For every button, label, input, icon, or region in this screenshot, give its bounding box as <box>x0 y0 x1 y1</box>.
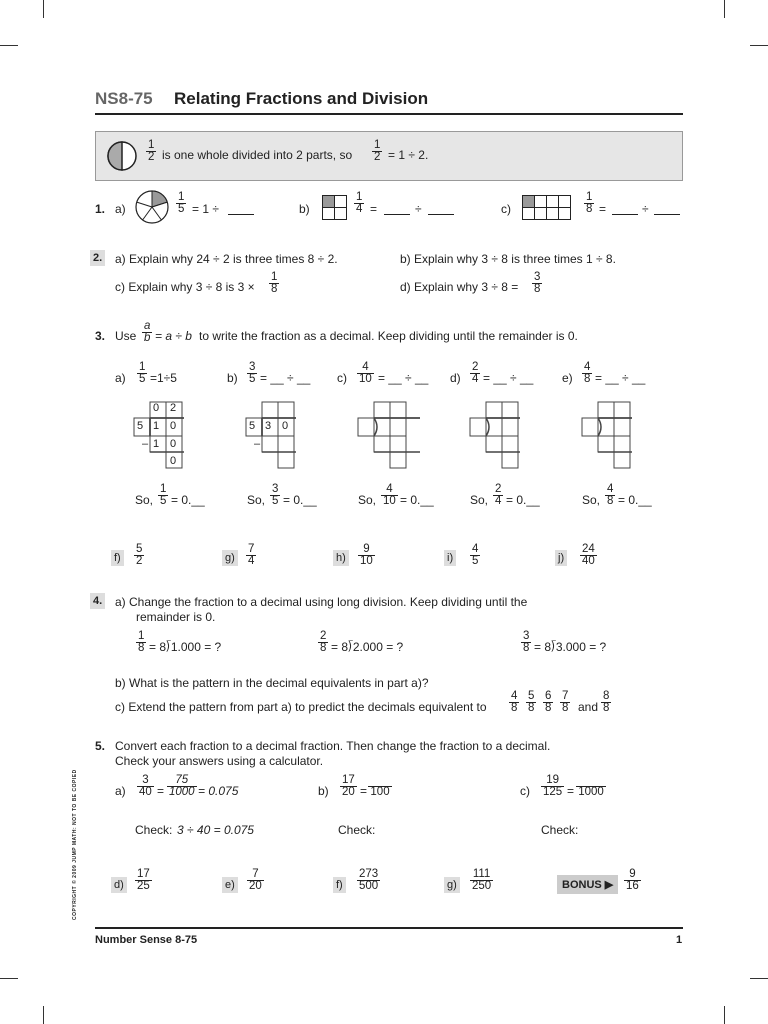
q5a-label: a) <box>115 784 126 798</box>
ld-a-remainder: 0 <box>170 455 177 467</box>
q1b-grid <box>322 195 347 220</box>
long-division-e[interactable] <box>580 398 644 472</box>
q5-number: 5. <box>95 739 106 753</box>
q3a-so-frac: $\frac{1}{5}$ <box>160 483 167 507</box>
q3c-rhs[interactable]: = __ ÷ __ <box>378 371 429 385</box>
q4b-text: b) What is the pattern in the decimal equivalents in part a)? <box>115 676 429 690</box>
q5b-frac: $\frac{17}{20}$ <box>342 774 355 798</box>
q3g-fraction: $\frac{7}{4}$ <box>248 543 255 567</box>
q5g-label: g) <box>444 877 460 893</box>
q5a-check-value: 3 ÷ 40 = 0.075 <box>177 823 254 837</box>
q4-eq2: = 8⟌2.000 = ? <box>331 640 404 654</box>
bonus-label: BONUS ▶ <box>557 875 618 894</box>
q3h-label: h) <box>333 550 349 566</box>
q5a-check: Check: <box>135 823 173 837</box>
ld-a-q2: 2 <box>170 402 177 414</box>
header-rule <box>95 113 683 115</box>
lesson-code: NS8-75 <box>95 89 153 108</box>
q4c-frac-5: $\frac{8}{8}$ <box>603 690 610 714</box>
q4-eq3-frac: $\frac{3}{8}$ <box>523 630 530 654</box>
intro-text-2: = 1 ÷ 2. <box>388 148 429 162</box>
q3d-label: d) <box>450 371 461 385</box>
q5a-result: = 0.075 <box>198 784 239 798</box>
ld-b-d1: 3 <box>265 420 272 432</box>
q3d-so-rhs[interactable]: = 0.__ <box>506 493 540 507</box>
q4c-frac-1: $\frac{4}{8}$ <box>511 690 518 714</box>
q1b-eq: = <box>370 202 378 216</box>
q3e-fraction: $\frac{4}{8}$ <box>584 361 591 385</box>
q2c-text: c) Explain why 3 ÷ 8 is 3 × <box>115 280 255 294</box>
q5-line2: Check your answers using a calculator. <box>115 754 324 768</box>
q2d-fraction: $\frac{3}{8}$ <box>534 271 541 295</box>
ld-b-minus: – <box>254 438 261 450</box>
q5c-check: Check: <box>541 823 579 837</box>
q4a-line1: a) Change the fraction to a decimal using long division. Keep dividing until the <box>115 595 528 609</box>
crop-mark <box>0 978 18 979</box>
q5f-frac: $\frac{273}{500}$ <box>359 868 379 892</box>
intro-text-1: is one whole divided into 2 parts, so <box>162 148 353 162</box>
q5e-label: e) <box>222 877 238 893</box>
q3-rule: = a ÷ b <box>155 329 192 343</box>
q5a-frac: $\frac{3}{40}$ <box>139 774 152 798</box>
q1c-eq: = <box>599 202 607 216</box>
page-number: 1 <box>676 934 683 946</box>
q3g-label: g) <box>222 550 238 566</box>
q1-number: 1. <box>95 202 106 216</box>
q5c-frac2[interactable]: 1000 <box>578 786 604 798</box>
bonus-frac: $\frac{9}{16}$ <box>626 868 639 892</box>
q2c-fraction: $\frac{1}{8}$ <box>271 271 278 295</box>
q1b-blank-1[interactable] <box>384 214 410 215</box>
intro-fraction: $\frac{1}{2}$ <box>148 139 155 163</box>
q2d-text: d) Explain why 3 ÷ 8 = <box>400 280 519 294</box>
q3e-so: So, <box>582 493 601 507</box>
q4-eq1-frac: $\frac{1}{8}$ <box>138 630 145 654</box>
q3d-rhs[interactable]: = __ ÷ __ <box>483 371 534 385</box>
q3b-label: b) <box>227 371 238 385</box>
q3-number: 3. <box>95 329 106 343</box>
q3f-label: f) <box>111 550 124 566</box>
footer-left: Number Sense 8-75 <box>95 934 198 946</box>
crop-mark <box>43 0 44 18</box>
q1a-label: a) <box>115 202 126 216</box>
long-division-b <box>244 398 308 472</box>
q5g-frac: $\frac{111}{250}$ <box>472 868 492 892</box>
copyright-text: COPYRIGHT © 2009 JUMP MATH: NOT TO BE COPIED <box>72 769 78 920</box>
ld-a-divisor: 5 <box>137 420 144 432</box>
q1b-div: ÷ <box>415 202 422 216</box>
q3a-so-rhs[interactable]: = 0.__ <box>171 493 205 507</box>
q5b-frac2[interactable]: 100 <box>370 786 390 798</box>
q5b-eq: = <box>360 784 368 798</box>
q3c-label: c) <box>337 371 347 385</box>
q1c-fraction: $\frac{1}{8}$ <box>586 191 593 215</box>
q4c-frac-3: $\frac{6}{8}$ <box>545 690 552 714</box>
q3a-rhs: =1÷5 <box>150 371 177 385</box>
q3e-so-frac: $\frac{4}{8}$ <box>607 483 614 507</box>
long-division-a <box>132 398 196 472</box>
q3c-so-frac: $\frac{4}{10}$ <box>383 483 396 507</box>
q3b-rhs[interactable]: = __ ÷ __ <box>260 371 311 385</box>
q3-use: Use <box>115 329 137 343</box>
q2a-text: a) Explain why 24 ÷ 2 is three times 8 ÷ 2. <box>115 252 338 266</box>
q3j-label: j) <box>555 550 567 566</box>
q5a-frac2: $\frac{75}{1000}$ <box>169 774 195 798</box>
q3d-so-frac: $\frac{2}{4}$ <box>495 483 502 507</box>
q1a-blank[interactable] <box>228 214 254 215</box>
q5b-check: Check: <box>338 823 376 837</box>
q4c-frac-4: $\frac{7}{8}$ <box>562 690 569 714</box>
q3b-so-rhs[interactable]: = 0.__ <box>283 493 317 507</box>
q3i-fraction: $\frac{4}{5}$ <box>472 543 479 567</box>
q3c-fraction: $\frac{4}{10}$ <box>359 361 372 385</box>
ld-b-d2: 0 <box>282 420 289 432</box>
q3e-so-rhs[interactable]: = 0.__ <box>618 493 652 507</box>
q4c-frac-2: $\frac{5}{8}$ <box>528 690 535 714</box>
q3d-fraction: $\frac{2}{4}$ <box>472 361 479 385</box>
q5b-label: b) <box>318 784 329 798</box>
ld-a-d2: 0 <box>170 420 177 432</box>
q3c-so-rhs[interactable]: = 0.__ <box>400 493 434 507</box>
q1c-blank-2[interactable] <box>654 214 680 215</box>
q3a-so: So, <box>135 493 154 507</box>
q3e-label: e) <box>562 371 573 385</box>
q3-instruction: to write the fraction as a decimal. Keep dividing until the remainder is 0. <box>199 329 578 343</box>
q5-line1: Convert each fraction to a decimal fraction. Then change the fraction to a decimal. <box>115 739 551 753</box>
ld-b-divisor: 5 <box>249 420 256 432</box>
ld-a-d1: 1 <box>153 420 160 432</box>
long-division-c[interactable] <box>356 398 420 472</box>
q3d-so: So, <box>470 493 489 507</box>
q5e-frac: $\frac{7}{20}$ <box>249 868 262 892</box>
q5d-label: d) <box>111 877 127 893</box>
q1c-blank-1[interactable] <box>612 214 638 215</box>
q4c-text: c) Extend the pattern from part a) to predict the decimals equivalent to <box>115 700 487 714</box>
ld-a-minus: – <box>142 438 149 450</box>
footer-rule <box>95 927 683 929</box>
q4a-line2: remainder is 0. <box>136 610 216 624</box>
pie-fifths-icon <box>134 189 170 225</box>
q1c-div: ÷ <box>642 202 649 216</box>
q4-number: 4. <box>90 593 105 609</box>
q1a-fraction: $\frac{1}{5}$ <box>178 191 185 215</box>
crop-mark <box>724 0 725 18</box>
q3a-fraction: $\frac{1}{5}$ <box>139 361 146 385</box>
q3f-fraction: $\frac{5}{2}$ <box>136 543 143 567</box>
ld-a-s2: 0 <box>170 438 177 450</box>
q2b-text: b) Explain why 3 ÷ 8 is three times 1 ÷ 8. <box>400 252 616 266</box>
q3-rule-fraction: $\frac{a}{b}$ <box>144 320 151 344</box>
q3e-rhs[interactable]: = __ ÷ __ <box>595 371 646 385</box>
q5c-eq: = <box>567 784 575 798</box>
q1c-grid <box>522 195 571 220</box>
half-circle-icon <box>106 140 138 172</box>
q3b-fraction: $\frac{3}{5}$ <box>249 361 256 385</box>
crop-mark <box>750 978 768 979</box>
q4-eq2-frac: $\frac{2}{8}$ <box>320 630 327 654</box>
crop-mark <box>43 1006 44 1024</box>
q3a-label: a) <box>115 371 126 385</box>
q5f-label: f) <box>333 877 346 893</box>
crop-mark <box>0 45 18 46</box>
q2-number: 2. <box>90 250 105 266</box>
ld-a-q1: 0 <box>153 402 160 414</box>
q4-eq3: = 8⟌3.000 = ? <box>534 640 607 654</box>
q5c-frac: $\frac{19}{125}$ <box>543 774 563 798</box>
crop-mark <box>750 45 768 46</box>
q1a-text: = 1 ÷ <box>192 202 219 216</box>
q3i-label: i) <box>444 550 456 566</box>
intro-fraction-2: $\frac{1}{2}$ <box>374 139 381 163</box>
q3b-so-frac: $\frac{3}{5}$ <box>272 483 279 507</box>
q4c-and: and <box>578 700 599 714</box>
q3h-fraction: $\frac{9}{10}$ <box>360 543 373 567</box>
crop-mark <box>724 1006 725 1024</box>
q1b-label: b) <box>299 202 310 216</box>
q1b-blank-2[interactable] <box>428 214 454 215</box>
q1b-fraction: $\frac{1}{4}$ <box>356 191 363 215</box>
q5a-eq: = <box>157 784 165 798</box>
q5d-frac: $\frac{17}{25}$ <box>137 868 150 892</box>
q1c-label: c) <box>501 202 511 216</box>
q4-eq1: = 8⟌1.000 = ? <box>149 640 222 654</box>
q3j-fraction: $\frac{24}{40}$ <box>582 543 595 567</box>
q3c-so: So, <box>358 493 377 507</box>
page-title: Relating Fractions and Division <box>174 89 429 108</box>
ld-a-s1: 1 <box>153 438 160 450</box>
q3b-so: So, <box>247 493 266 507</box>
long-division-d[interactable] <box>468 398 532 472</box>
q5c-label: c) <box>520 784 530 798</box>
